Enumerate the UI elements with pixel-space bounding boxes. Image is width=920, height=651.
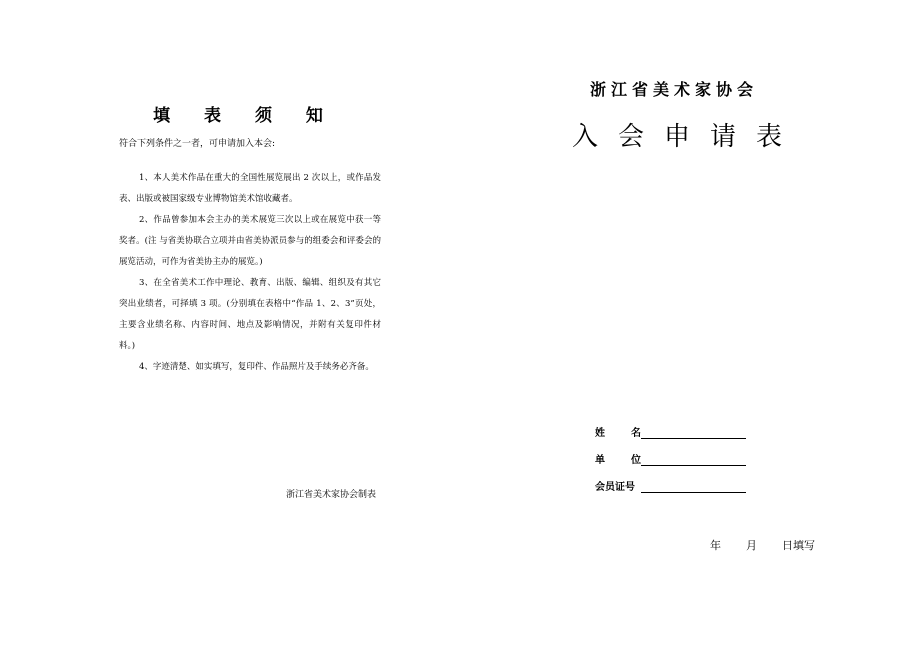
- cover-page: [460, 0, 920, 651]
- unit-field: [595, 445, 755, 466]
- fill-date: [710, 537, 815, 553]
- form-title: 入会申请表: [572, 122, 803, 152]
- date-month: 月: [746, 539, 757, 552]
- unit-line[interactable]: [641, 451, 746, 466]
- association-name: 浙江省美术家协会: [590, 80, 759, 99]
- member-id-field: [595, 472, 755, 493]
- name-field: [595, 418, 755, 439]
- unit-label: 单 位: [595, 455, 641, 466]
- member-id-label: 会员证号: [595, 482, 635, 493]
- date-day: 日填写: [782, 539, 815, 552]
- rule-item: 1、本人美术作品在重大的全国性展览展出 2 次以上，或作品发表、出版或被国家级专业博物馆美术馆收藏者。: [119, 173, 381, 204]
- notice-rules: [119, 168, 381, 378]
- rule-item: 2、作品曾参加本会主办的美术展览三次以上或在展览中获一等奖者。(注 与省美协联合立项并由省美协派员参与的组委会和评委会的展览活动，可作为省美协主办的展览。): [119, 215, 381, 267]
- date-year: 年: [710, 539, 721, 552]
- form-maker: 浙江省美术家协会制表: [286, 490, 377, 500]
- notice-intro: 符合下列条件之一者，可申请加入本会:: [119, 139, 276, 149]
- member-id-line[interactable]: [641, 478, 746, 493]
- rule-item: 4、字迹清楚、如实填写，复印件、作品照片及手续务必齐备。: [139, 362, 374, 372]
- rule-item: 3、在全省美术工作中理论、教育、出版、编辑、组织及有其它突出业绩者，可择填 3 项。(分别填在表格中“作品 1、2、3”页处，主要含业绩名称、内容时间、地点及影响情况，并附有关复印件材料。): [119, 278, 381, 351]
- applicant-fields: [595, 418, 755, 499]
- name-line[interactable]: [641, 424, 746, 439]
- notice-title: 填 表 须 知: [153, 106, 337, 126]
- name-label: 姓 名: [595, 428, 641, 439]
